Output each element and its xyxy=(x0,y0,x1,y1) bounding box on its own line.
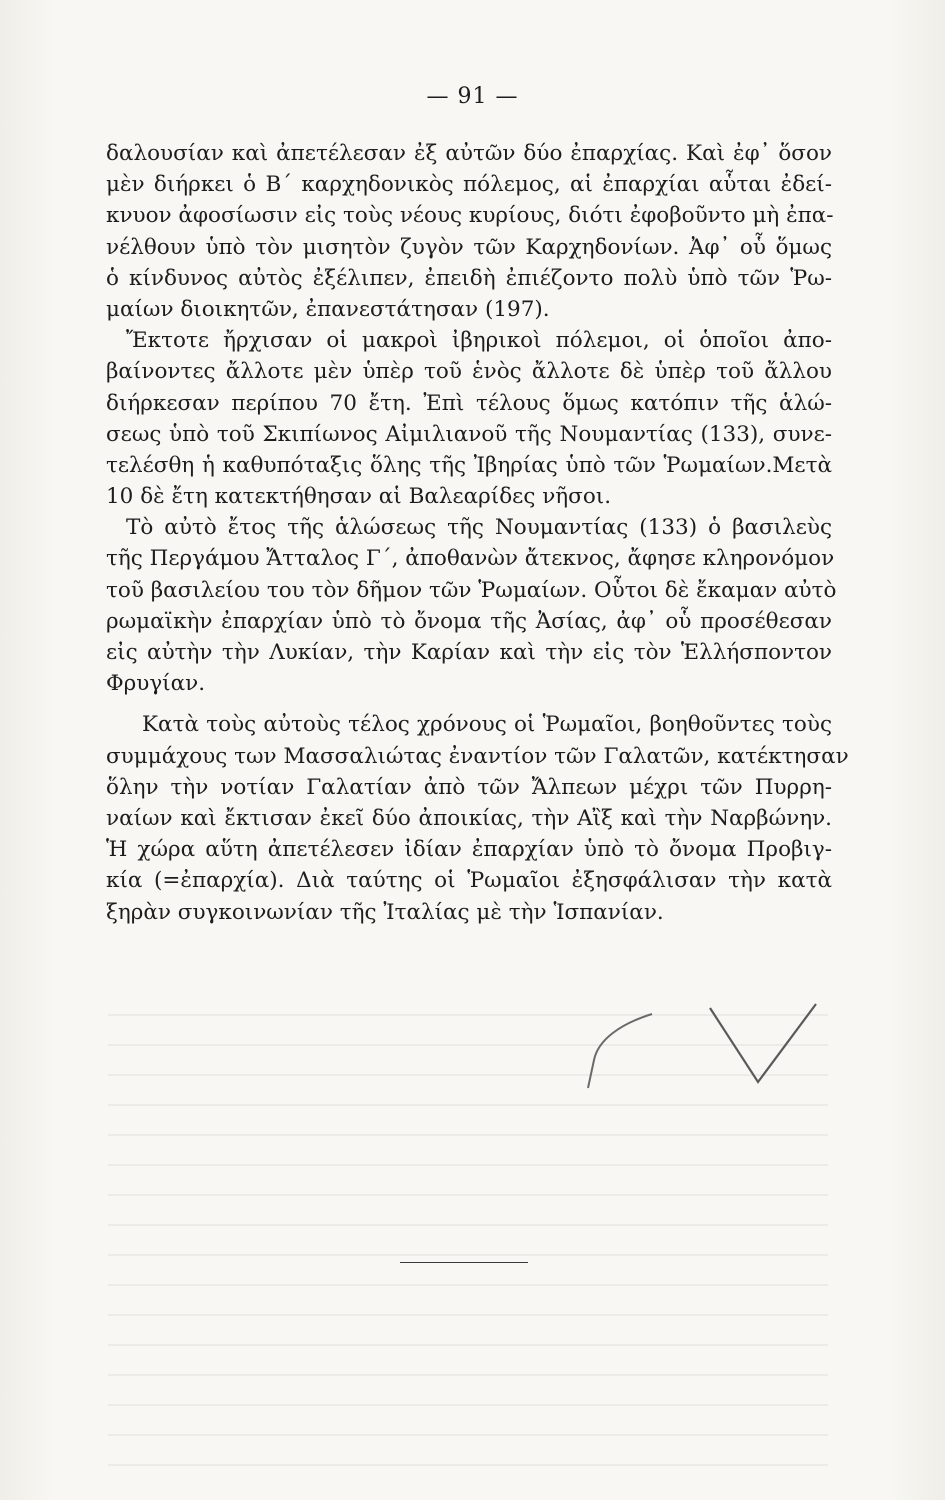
text-line: Ἡ χώρα αὕτη ἀπετέλεσεν ἰδίαν ἐπαρχίαν ὑπὸ τὸ ὄνομα Προβιγ- xyxy=(106,837,832,863)
footnote-divider xyxy=(400,1262,528,1263)
text-line: τῆς Περγάμου Ἄτταλος Γ΄, ἀποθανὼν ἄτεκνος, ἄφησε κληρονόμον xyxy=(106,546,835,572)
text-line: διήρκεσαν περίπου 70 ἔτη. Ἐπὶ τέλους ὅμως κατόπιν τῆς ἁλώ- xyxy=(106,390,832,416)
page-number: — 91 — xyxy=(426,84,519,109)
text-line: εἰς αὐτὴν τὴν Λυκίαν, τὴν Καρίαν καὶ τὴν εἰς τὸν Ἑλλήσποντον xyxy=(106,640,832,665)
text-line: μὲν διήρκει ὁ Β΄ καρχηδονικὸς πόλεμος, αἱ ἐπαρχίαι αὗται ἐδεί- xyxy=(106,172,832,198)
text-line: συμμάχους των Μασσαλιώτας ἐναντίον τῶν Γαλατῶν, κατέκτησαν xyxy=(106,743,849,769)
handwritten-check-mark xyxy=(580,1000,840,1090)
text-line: Φρυγίαν. xyxy=(106,671,206,697)
text-line: ὅλην τὴν νοτίαν Γαλατίαν ἀπὸ τῶν Ἄλπεων μέχρι τῶν Πυρρη- xyxy=(106,774,832,800)
body-text xyxy=(106,138,849,928)
text-line: Κατὰ τοὺς αὐτοὺς τέλος χρόνους οἱ Ῥωμαῖοι, βοηθοῦντες τοὺς xyxy=(142,712,832,738)
text-line: τοῦ βασιλείου του τὸν δῆμον τῶν Ῥωμαίων. Οὗτοι δὲ ἔκαμαν αὐτὸ xyxy=(106,577,837,603)
text-line: κία (=ἐπαρχία). Διὰ ταύτης οἱ Ῥωμαῖοι ἐξησφάλισαν τὴν κατὰ xyxy=(106,868,832,894)
text-line: ὁ κίνδυνος αὐτὸς ἐξέλιπεν, ἐπειδὴ ἐπιέζοντο πολὺ ὑπὸ τῶν Ῥω- xyxy=(106,265,832,291)
text-line: κνυον ἀφοσίωσιν εἰς τοὺς νέους κυρίους, διότι ἐφοβοῦντο μὴ ἐπα- xyxy=(106,203,834,229)
text-line: τελέσθη ἡ καθυπόταξις ὅλης τῆς Ἰβηρίας ὑπὸ τῶν Ῥωμαίων.Μετὰ xyxy=(106,452,832,478)
text-line: βαίνοντες ἄλλοτε μὲν ὑπὲρ τοῦ ἑνὸς ἄλλοτε δὲ ὑπὲρ τοῦ ἄλλου xyxy=(106,359,832,385)
text-line: Τὸ αὐτὸ ἔτος τῆς ἁλώσεως τῆς Νουμαντίας (133) ὁ βασιλεὺς xyxy=(126,515,832,541)
text-line: νέλθουν ὑπὸ τὸν μισητὸν ζυγὸν τῶν Καρχηδονίων. Ἀφ᾽ οὗ ὅμως xyxy=(106,234,832,260)
text-line: ναίων καὶ ἔκτισαν ἐκεῖ δύο ἀποικίας, τὴν Αἲξ καὶ τὴν Ναρβώνην. xyxy=(106,805,832,831)
text-line: σεως ὑπὸ τοῦ Σκιπίωνος Αἰμιλιανοῦ τῆς Νουμαντίας (133), συνε- xyxy=(106,421,832,447)
text-line: δαλουσίαν καὶ ἀπετέλεσαν ἐξ αὐτῶν δύο ἐπαρχίας. Καὶ ἐφ᾽ ὅσον xyxy=(106,141,832,166)
text-line: 10 δὲ ἔτη κατεκτήθησαν αἱ Βαλεαρίδες νῆσοι. xyxy=(106,484,612,510)
text-line: Ἔκτοτε ἤρχισαν οἱ μακροὶ ἰβηρικοὶ πόλεμοι, οἱ ὁποῖοι ἀπο- xyxy=(126,328,832,354)
text-line: ρωμαϊκὴν ἐπαρχίαν ὑπὸ τὸ ὄνομα τῆς Ἀσίας, ἀφ᾽ οὗ προσέθεσαν xyxy=(106,608,832,634)
text-line: μαίων διοικητῶν, ἐπανεστάτησαν (197). xyxy=(106,296,550,322)
text-line: ξηρὰν συγκοινωνίαν τῆς Ἰταλίας μὲ τὴν Ἱσπανίαν. xyxy=(106,899,664,925)
